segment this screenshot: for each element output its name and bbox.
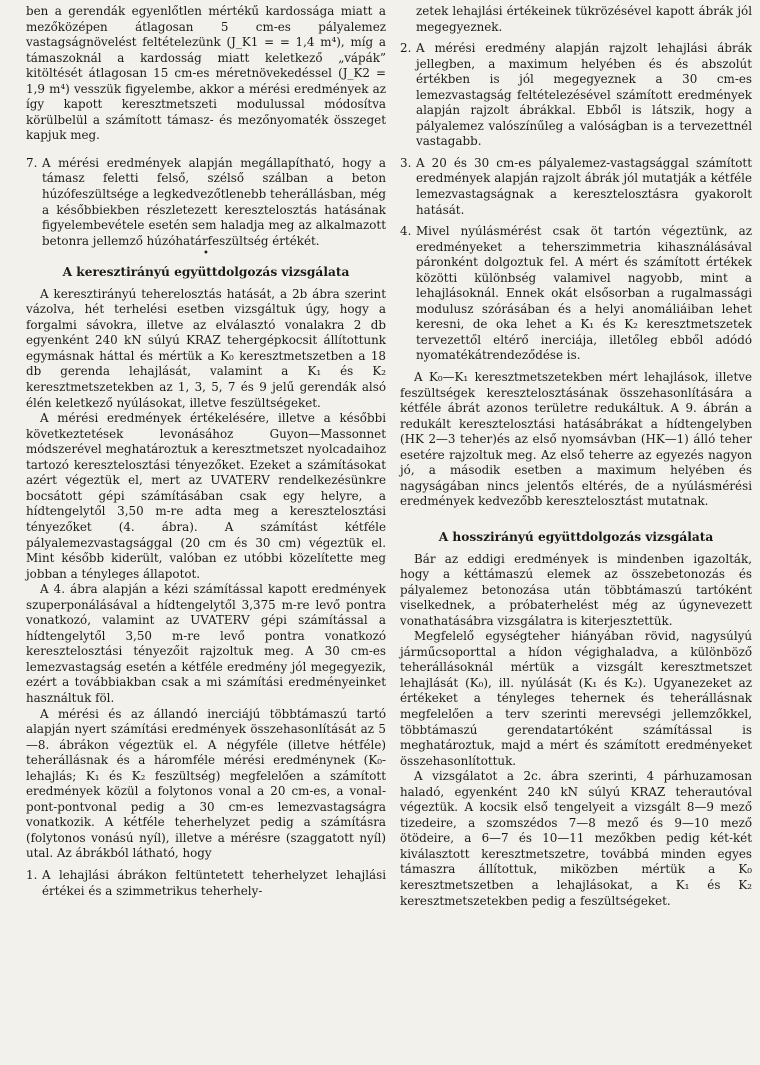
paragraph-continuation: ben a gerendák egyenlőtlen mértékű kardossága miatt a mezőközépen átlagosan 5 cm-es pályalemez vastagságnövelést feltételezünk (J_K1 = = 1,4 m⁴), míg a támaszoknál a kardosság miatt keletkező „vápák” kitöltését átlagosan 15 cm-es méretnövekedéssel (J_K2 = 1,9 m⁴) vesszük figyelembe, akkor a mérési eredmények az így kapott keresztmetszeti modulussal módosítva körülbelül a számított támasz- és mezőnyomaték összeget kapjuk meg. bbox=[26, 4, 386, 143]
list-item-number: 7. bbox=[26, 155, 38, 170]
paragraph: A mérési és az állandó inerciájú többtámaszú tartó alapján nyert számítási eredmények összehasonlítását az 5—8. ábrákon végeztük el. A négyféle (illetve hétféle) teherállásnak és a háromféle mérési eredménynek (K₀-lehajlás; K₁ és K₂ feszültség) megfelelően a számított eredmények közül a folytonos vonal a 20 cm-es, a vonal-pont-pontvonal pedig a 30 cm-es lemezvastagságra vonatkozik. A kétféle teherhelyzet pedig a számításra (folytonos vonású nyíl), illetve a mérésre (szaggatott nyíl) utal. Az ábrákból látható, hogy bbox=[26, 706, 386, 861]
list-item bbox=[26, 868, 386, 899]
list-item-continuation: zetek lehajlási értékeinek tükrözésével kapott ábrák jól megegyeznek. bbox=[416, 4, 752, 34]
bullet-mark: • bbox=[203, 248, 209, 260]
list-item-text: A mérési eredmény alapján rajzolt lehajlási ábrák jellegben, a maximum helyében és és abszolút értékben is jól megegyeznek a 30 cm-es lemezvastagság feltételezésével számított eredmények alapján rajzolt ábrákkal. Ebből is látszik, hogy a pályalemez valószínűleg a valóságban is a tervezettnél vastagabb. bbox=[416, 41, 752, 149]
list-item bbox=[400, 156, 752, 218]
paragraph: Bár az eddigi eredmények is mindenben igazolták, hogy a kéttámaszú elemek az összebetonozás és pályalemez betonozása után többtámaszú tartóként viselkednek, a próbaterhelést még az úgynevezett vonathatásábra vizsgálatra is kiterjesztettük. bbox=[400, 551, 752, 628]
paragraph: A K₀—K₁ keresztmetszetekben mért lehajlások, illetve feszültségek keresztelosztásának összehasonlítására a kétféle ábrát azonos területre redukáltuk. A 9. ábrán a redukált keresztelosztási hatásábrákat a hídtengelyben (HK 2—3 teher)és az első nyomsávban (HK—1) álló teher esetére rajzoltuk meg. Az első teherre az egyezés nagyon jó, a második esetben a maximum helyében és nagyságában nincs jelentős eltérés, de a nyúlásmérési eredmények kedvezőbb keresztelosztást mutatnak. bbox=[400, 370, 752, 509]
paragraph: A vizsgálatot a 2c. ábra szerinti, 4 párhuzamosan haladó, egyenként 240 kN súlyú KRAZ teherautóval végeztük. A kocsik első tengelyeit a vizsgált 8—9 mező tizedeire, a szomszédos 7—8 mező és 9—10 mező ötödeire, a 6—7 és 10—11 mezőkben pedig két-két kiválasztott keresztmetszetre, továbbá minden egyes támaszra állítottuk, miközben mértük a K₀ keresztmetszetben a lehajlásokat, a K₁ és K₂ keresztmetszetekben pedig a feszültségeket. bbox=[400, 769, 752, 908]
section-heading: A keresztirányú együttdolgozás vizsgálata bbox=[62, 265, 350, 280]
list-item-text: A lehajlási ábrákon feltüntetett teherhelyzet lehajlási értékei és a szimmetrikus teherhely- bbox=[42, 867, 386, 898]
list-item bbox=[26, 156, 386, 249]
paragraph: A 4. ábra alapján a kézi számítással kapott eredmények szuperponálásával a hídtengelytől 3,375 m-re levő pontra vonatkozó, valamint az UVATERV gépi számítással a hídtengelytől 3,50 m-re levő pontra vonatkozó keresztelosztási tényezőit rajzoltuk meg. A 30 cm-es lemezvastagság esetén a kétféle eredmény jól megegyezik, ezért a továbbiakban csak a mi számítási eredményeinket használtuk föl. bbox=[26, 582, 386, 705]
list-item bbox=[400, 224, 752, 364]
list-item-text: Mivel nyúlásmérést csak öt tartón végeztünk, az eredményeket a teherszimmetria kihasználásával páronként dolgoztuk fel. A mért és számított értékek közötti különbség valamivel nagyobb, mint a lehajlásoknál. Ennek okát elsősorban a rugalmassági modulusz szórásában és a helyi anomáliáiban lehet keresni, de oka lehet a K₁ és K₂ keresztmetszetek tervezettől eltérő inerciája, illetőleg ebből adódó nyomatékátrendeződése is. bbox=[416, 224, 752, 363]
list-item-number: 2. bbox=[400, 41, 412, 56]
section-heading: A hosszirányú együttdolgozás vizsgálata bbox=[438, 529, 714, 544]
list-item-text: A 20 és 30 cm-es pályalemez-vastagsággal számított eredmények alapján rajzolt ábrák jól mutatják a kétféle lemezvastagságnak a keresztelosztásra gyakorolt hatását. bbox=[416, 155, 752, 217]
list-item bbox=[400, 41, 752, 150]
list-item-number: 4. bbox=[400, 224, 412, 239]
right-column bbox=[400, 4, 752, 909]
list-item-text: A mérési eredmények alapján megállapítható, hogy a támasz feletti felső, szélső szálban a beton húzófeszültsége a legkedvezőtlenebb teherállásban, még a későbbiekben részletezett keresztelosztás hatásának figyelembevétele esetén sem haladja meg az alkalmazott betonra jellemző húzóhatárfeszültség értékét. bbox=[42, 155, 386, 248]
paragraph: A keresztirányú teherelosztás hatását, a 2b ábra szerint vázolva, hét terhelési esetben vizsgáltuk úgy, hogy a forgalmi sávokra, illetve az elválasztó vonalakra 2 db egyenként 240 kN súlyú KRAZ tehergépkocsit állítottunk egymásnak háttal és mértük a K₀ keresztmetszetben a 18 db gerenda lehajlását, valamint a K₁ és K₂ keresztmetszetekben az 1, 3, 5, 7 és 9 jelű gerendák alsó élén keletkező nyúlásokat, illetve feszültségeket. bbox=[26, 286, 386, 410]
list-item-number: 3. bbox=[400, 155, 412, 170]
paragraph: A mérési eredmények értékelésére, illetve a későbbi következtetések levonásához Guyon—Massonnet módszerével meghatároztuk a keresztmetszet nyolcadaihoz tartozó keresztelosztási tényezőket. Ezeket a számításokat azért végeztük el, mert az UVATERV rendelkezésünkre bocsátott gépi számításában csak egy helyre, a hídtengelytől 3,50 m-re adta meg a keresztelosztási tényezőket (4. ábra). A számítást kétféle pályalemezvastagsággal (20 cm és 30 cm) végeztük el. Mint később kiderült, valóban ez utóbbi közelítette meg jobban a tényleges állapotot. bbox=[26, 411, 386, 581]
paragraph: Megfelelő egységteher hiányában rövid, nagysúlyú járműcsoporttal a hídon végighaladva, a különböző teherállásoknál mértük a vizsgált keresztmetszet lehajlását (K₀), ill. nyúlását (K₁ és K₂). Ugyanezeket az értékeket a tényleges tehernek és teherállásnak megfelelően a terv szerinti merevségi jellemzőkkel, többtámaszú gerendatartóként számítással is meghatároztuk, majd a mért és számított eredményeket összehasonlítottuk. bbox=[400, 629, 752, 768]
list-item-number: 1. bbox=[26, 867, 38, 882]
left-column bbox=[26, 4, 386, 899]
